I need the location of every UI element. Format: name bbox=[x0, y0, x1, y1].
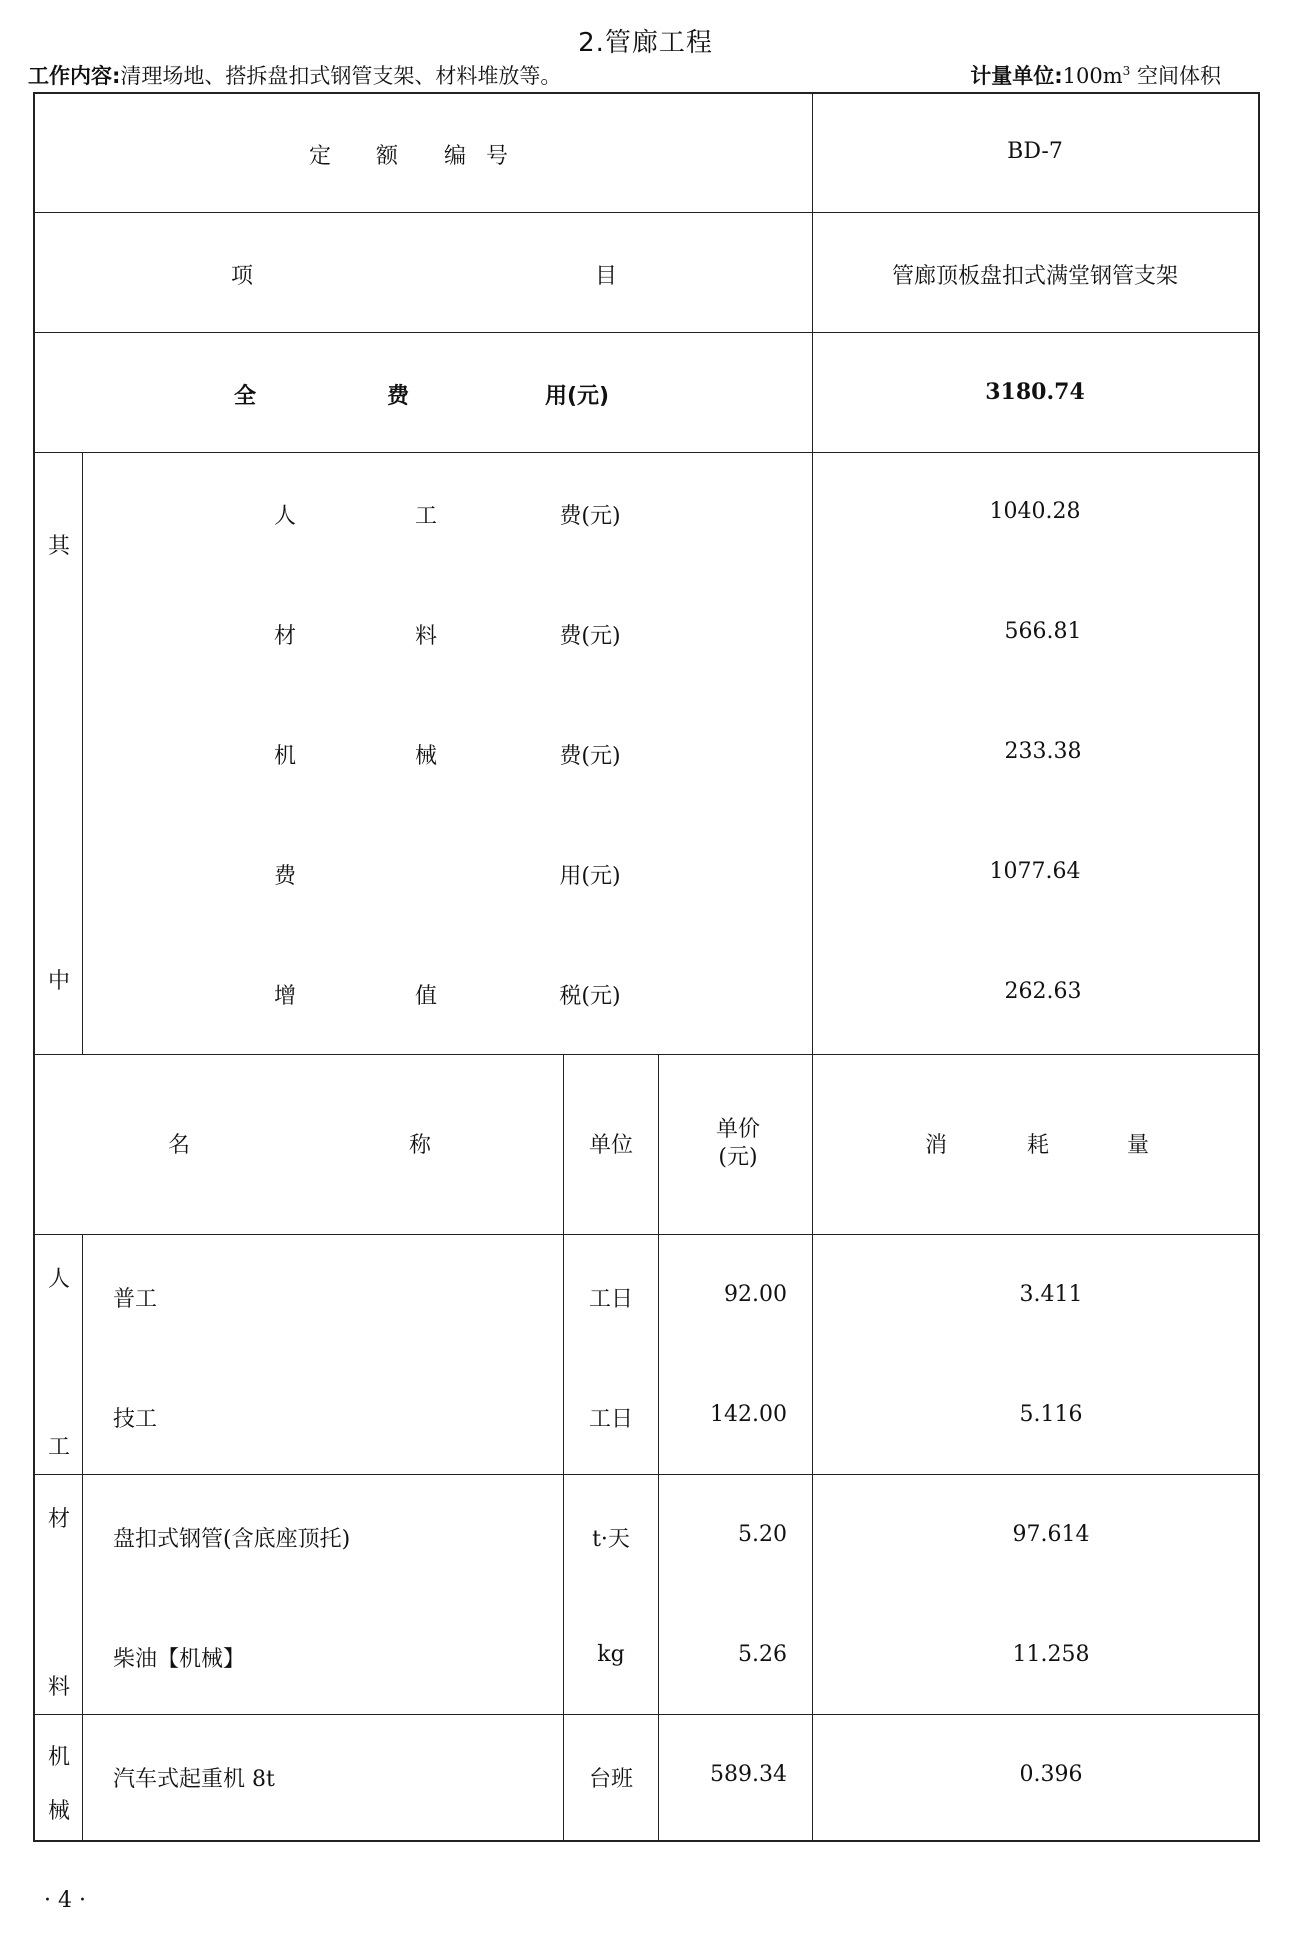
col-name-label-2: 称 bbox=[408, 1133, 432, 1158]
machinery-fee-label-2: 械 bbox=[414, 744, 438, 769]
machinery-fee-value: 233.38 bbox=[1004, 739, 1082, 764]
labor-fee-label-2: 工 bbox=[414, 504, 438, 529]
col-consumption-label-1: 消 bbox=[924, 1133, 948, 1158]
col-divider bbox=[812, 94, 813, 1840]
section-title: 2.管廊工程 bbox=[578, 28, 713, 58]
resource-qty: 5.116 bbox=[1019, 1402, 1083, 1427]
total-label-3: 用(元) bbox=[544, 384, 610, 409]
resource-unit: 台班 bbox=[588, 1767, 634, 1792]
work-content-text: 清理场地、搭拆盘扣式钢管支架、材料堆放等。 bbox=[120, 64, 562, 88]
quota-code-label-1: 定 bbox=[308, 144, 332, 169]
col-divider bbox=[658, 1054, 659, 1840]
resource-name: 盘扣式钢管(含底座顶托) bbox=[113, 1527, 351, 1552]
material-fee-value: 566.81 bbox=[1004, 619, 1082, 644]
row-divider bbox=[35, 1474, 1258, 1475]
row-divider bbox=[35, 1234, 1258, 1235]
vat-label-1: 增 bbox=[273, 984, 297, 1009]
expense-label-1: 费 bbox=[273, 864, 297, 889]
measurement-unit bbox=[970, 60, 1221, 90]
breakdown-group-2: 中 bbox=[47, 969, 71, 994]
material-fee-label-2: 料 bbox=[414, 624, 438, 649]
expense-label-3: 用(元) bbox=[559, 864, 621, 889]
resource-qty: 0.396 bbox=[1019, 1762, 1083, 1787]
resource-price: 5.20 bbox=[738, 1522, 787, 1547]
labor-fee-label-1: 人 bbox=[273, 504, 297, 529]
col-divider bbox=[563, 1054, 564, 1840]
unit-suffix: 空间体积 bbox=[1130, 64, 1221, 88]
row-divider bbox=[35, 212, 1258, 213]
page-number: · 4 · bbox=[44, 1888, 86, 1913]
resource-unit: t·天 bbox=[592, 1527, 630, 1552]
row-divider bbox=[35, 452, 1258, 453]
quota-table bbox=[33, 92, 1260, 1842]
total-label-1: 全 bbox=[233, 384, 257, 409]
quota-code-label-3: 编 bbox=[443, 144, 467, 169]
resource-name: 普工 bbox=[113, 1287, 158, 1312]
quota-code-label-2: 额 bbox=[375, 144, 399, 169]
total-value: 3180.74 bbox=[985, 379, 1085, 405]
item-name: 管廊顶板盘扣式满堂钢管支架 bbox=[891, 264, 1179, 289]
material-group-1: 材 bbox=[47, 1507, 71, 1532]
resource-price: 589.34 bbox=[710, 1762, 787, 1787]
resource-price: 142.00 bbox=[710, 1402, 787, 1427]
col-divider bbox=[82, 452, 83, 1054]
machinery-group-1: 机 bbox=[47, 1745, 71, 1770]
expense-value: 1077.64 bbox=[989, 859, 1081, 884]
col-unit-label: 单位 bbox=[588, 1133, 634, 1158]
unit-label: 计量单位: bbox=[970, 64, 1063, 88]
resource-price: 92.00 bbox=[724, 1282, 787, 1307]
resource-unit: 工日 bbox=[588, 1407, 634, 1432]
machinery-group-2: 械 bbox=[47, 1799, 71, 1824]
resource-price: 5.26 bbox=[738, 1642, 787, 1667]
col-consumption-label-3: 量 bbox=[1126, 1133, 1150, 1158]
col-price-label-1: 单价 bbox=[715, 1117, 761, 1142]
resource-unit: 工日 bbox=[588, 1287, 634, 1312]
resource-qty: 3.411 bbox=[1019, 1282, 1083, 1307]
vat-label-2: 值 bbox=[414, 984, 438, 1009]
vat-value: 262.63 bbox=[1004, 979, 1082, 1004]
unit-superscript: 3 bbox=[1122, 64, 1131, 78]
resource-qty: 97.614 bbox=[1012, 1522, 1090, 1547]
col-price-label-2: (元) bbox=[718, 1145, 758, 1170]
labor-group-1: 人 bbox=[47, 1267, 71, 1292]
machinery-fee-label-3: 费(元) bbox=[559, 744, 621, 769]
quota-code: BD-7 bbox=[1007, 139, 1063, 164]
item-label-2: 目 bbox=[594, 264, 618, 289]
labor-group-2: 工 bbox=[47, 1435, 71, 1460]
breakdown-group-1: 其 bbox=[47, 534, 71, 559]
resource-name: 汽车式起重机 8t bbox=[113, 1767, 275, 1792]
work-content-label: 工作内容: bbox=[28, 64, 121, 88]
material-group-2: 料 bbox=[47, 1675, 71, 1700]
row-divider bbox=[35, 1054, 1258, 1055]
quota-code-label-4: 号 bbox=[485, 144, 509, 169]
labor-fee-value: 1040.28 bbox=[989, 499, 1081, 524]
item-label-1: 项 bbox=[230, 264, 254, 289]
resource-name: 技工 bbox=[113, 1407, 158, 1432]
row-divider bbox=[35, 332, 1258, 333]
col-consumption-label-2: 耗 bbox=[1026, 1133, 1050, 1158]
row-divider bbox=[35, 1714, 1258, 1715]
work-content bbox=[28, 60, 561, 90]
resource-qty: 11.258 bbox=[1012, 1642, 1090, 1667]
col-name-label-1: 名 bbox=[167, 1133, 191, 1158]
resource-unit: kg bbox=[597, 1642, 625, 1667]
material-fee-label-1: 材 bbox=[273, 624, 297, 649]
labor-fee-label-3: 费(元) bbox=[559, 504, 621, 529]
unit-value: 100m bbox=[1062, 64, 1123, 88]
total-label-2: 费 bbox=[386, 384, 410, 409]
machinery-fee-label-1: 机 bbox=[273, 744, 297, 769]
material-fee-label-3: 费(元) bbox=[559, 624, 621, 649]
resource-name: 柴油【机械】 bbox=[113, 1647, 246, 1672]
vat-label-3: 税(元) bbox=[559, 984, 621, 1009]
col-divider bbox=[82, 1234, 83, 1840]
